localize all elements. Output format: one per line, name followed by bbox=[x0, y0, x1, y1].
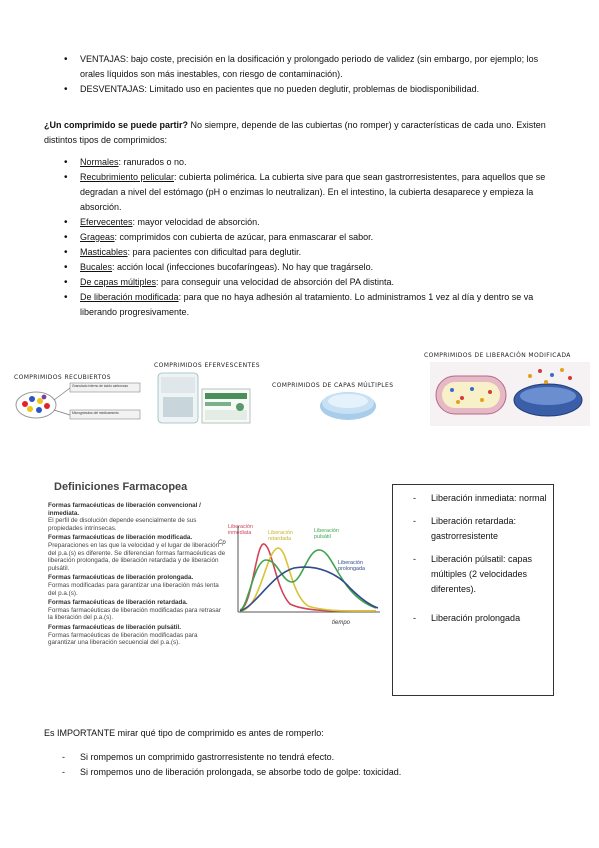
figure-label-top: Granulado interno de ácido carbonoso bbox=[72, 384, 129, 388]
type-item-normales bbox=[60, 155, 550, 170]
ventajas-text: bajo coste, precisión en la dosificación y prolongado periodo de validez (sin embargo, por ejemplo; los orales líquidos son más inestables, con riesgo de contaminación). bbox=[80, 54, 539, 79]
type-term: Bucales bbox=[80, 262, 113, 272]
type-item-grageas bbox=[60, 230, 550, 245]
curve-pulsatil bbox=[240, 550, 376, 610]
release-type-item: - Liberación púlsatil: capas múltiples (2 velocidades diferentes). bbox=[411, 552, 547, 597]
definition-block bbox=[48, 502, 226, 532]
figure-capas-multiples bbox=[272, 378, 432, 426]
figure-liberacion-modificada bbox=[424, 348, 589, 428]
type-text: : ranurados o no. bbox=[118, 157, 187, 167]
definition-block bbox=[48, 574, 226, 597]
definition-block bbox=[48, 624, 226, 647]
list-item-desventajas bbox=[60, 82, 550, 97]
pharmacopeia-figure bbox=[46, 480, 386, 695]
type-text: : acción local (infecciones bucofaríngeas). No hay que tragárselo. bbox=[112, 262, 374, 272]
figure-efervescentes bbox=[154, 358, 266, 426]
release-types-box bbox=[392, 484, 554, 696]
type-term: Grageas bbox=[80, 232, 115, 242]
pharmacopeia-definitions bbox=[48, 502, 226, 647]
definition-body: Preparaciones en las que la velocidad y el lugar de liberación del p.a.(s) es diferente. Se diferencian formas farmacéuticas de liberación prolongada, de liberación retardada y de liberación pulsátil. bbox=[48, 541, 226, 572]
curve-retardada bbox=[240, 548, 376, 611]
definition-head: Formas farmacéuticas de liberación convencional / inmediata. bbox=[48, 502, 201, 517]
curve-prolongada bbox=[240, 567, 378, 611]
definition-body: Formas modificadas para garantizar una liberación más lenta del p.a.(s). bbox=[48, 581, 219, 597]
question-text: No siempre, depende de las cubiertas (no romper) y características de cada uno. Existen distintos tipos de comprimidos: bbox=[44, 120, 546, 145]
type-text: : mayor velocidad de absorción. bbox=[132, 217, 260, 227]
definition-body: El perfil de disolución depende esencialmente de sus propiedades intrínsecas. bbox=[48, 517, 197, 532]
type-item-masticables bbox=[60, 245, 550, 260]
definition-block bbox=[48, 534, 226, 572]
definition-head: Formas farmacéuticas de liberación prolongada. bbox=[48, 574, 194, 582]
important-item: - Si rompemos un comprimido gastrorresistente no tendrá efecto. bbox=[60, 750, 550, 765]
pharmacopeia-title: Definiciones Farmacopea bbox=[54, 481, 188, 493]
type-item-liberacion bbox=[60, 290, 550, 320]
type-item-efervecentes bbox=[60, 215, 550, 230]
definition-head: Formas farmacéuticas de liberación modificada. bbox=[48, 534, 193, 542]
figure-caption: COMPRIMIDOS RECUBIERTOS bbox=[14, 374, 111, 381]
important-list bbox=[60, 750, 550, 780]
type-term: Normales bbox=[80, 157, 119, 167]
figure-caption: COMPRIMIDOS DE CAPAS MÚLTIPLES bbox=[272, 382, 394, 389]
figure-caption: COMPRIMIDOS DE LIBERACIÓN MODIFICADA bbox=[424, 352, 571, 359]
type-term: De liberación modificada bbox=[80, 292, 179, 302]
graph-xlabel: tiempo bbox=[332, 620, 351, 626]
type-item-recubrimiento bbox=[60, 170, 550, 215]
definition-body: Formas farmacéuticas de liberación modificadas para retrasar la liberación del p.a.(s). bbox=[48, 606, 221, 622]
important-item: - Si rompemos uno de liberación prolongada, se absorbe todo de golpe: toxicidad. bbox=[60, 765, 550, 780]
multilayer-tablet-illustration bbox=[310, 388, 390, 424]
release-type-item: - Liberación inmediata: normal bbox=[411, 491, 547, 506]
type-text: : cubierta polimérica. La cubierta sive para que sean gastrorresistentes, para aquellos que se degradan a nivel del estómago (pH o enzimas lo neutralizan). En el intestino, la cubierta desaparece y empieza la absorción. bbox=[80, 172, 546, 212]
definition-head: Formas farmacéuticas de liberación pulsátil. bbox=[48, 623, 181, 631]
type-text: : para que no haya adhesión al tratamiento. Lo administramos 1 vez al día y dentro se va liberando progresivamente. bbox=[80, 292, 534, 317]
type-item-bucales bbox=[60, 260, 550, 275]
figure-caption: COMPRIMIDOS EFERVESCENTES bbox=[154, 362, 260, 369]
curve-inmediata bbox=[240, 544, 376, 611]
important-section bbox=[60, 750, 550, 780]
curve-label-pulsatil: Liberación pulsátil bbox=[314, 528, 339, 541]
release-type-item: - Liberación prolongada bbox=[411, 611, 547, 626]
definition-body: Formas farmacéuticas de liberación modificadas para garantizar una liberación secuencial del p.a.(s). bbox=[48, 631, 198, 647]
modified-release-illustration bbox=[430, 362, 590, 426]
type-text: : para conseguir una velocidad de absorción del PA distinta. bbox=[156, 277, 395, 287]
release-types-list bbox=[411, 491, 547, 634]
type-text: : para pacientes con dificultad para deglutir. bbox=[127, 247, 302, 257]
curve-label-prolongada: Liberación prolongada bbox=[338, 560, 365, 573]
effervescent-package-illustration bbox=[154, 367, 254, 425]
type-term: De capas múltiples bbox=[80, 277, 157, 287]
figure-label-bottom: Microgránulos del medicamento bbox=[72, 411, 119, 415]
desventajas-text: Limitado uso en pacientes que no pueden deglutir, problemas de biodisponibilidad. bbox=[146, 84, 480, 94]
type-term: Masticables bbox=[80, 247, 128, 257]
definition-head: Formas farmacéuticas de liberación retardada. bbox=[48, 599, 188, 607]
pros-cons-section bbox=[60, 52, 550, 97]
pros-cons-list bbox=[60, 52, 550, 97]
type-text: : comprimidos con cubierta de azúcar, para enmascarar el sabor. bbox=[114, 232, 374, 242]
graph-ylabel: Cp bbox=[218, 540, 226, 546]
types-section bbox=[60, 155, 550, 320]
desventajas-label: DESVENTAJAS: bbox=[80, 84, 147, 94]
figure-recubiertos bbox=[14, 370, 142, 422]
question-bold: ¿Un comprimido se puede partir? bbox=[44, 120, 189, 130]
important-intro: Es IMPORTANTE mirar qué tipo de comprimido es antes de romperlo: bbox=[44, 728, 324, 738]
curve-label-retardada: Liberación retardada bbox=[268, 530, 293, 543]
release-type-item: - Liberación retardada: gastrorresistente bbox=[411, 514, 547, 544]
type-item-capas bbox=[60, 275, 550, 290]
types-list bbox=[60, 155, 550, 320]
ventajas-label: VENTAJAS: bbox=[80, 54, 129, 64]
list-item-ventajas bbox=[60, 52, 550, 82]
type-term: Recubrimiento pelicular bbox=[80, 172, 175, 182]
definition-block bbox=[48, 599, 226, 622]
question-paragraph bbox=[44, 118, 554, 148]
curve-label-inmediata: Liberación inmediata bbox=[228, 524, 253, 537]
type-term: Efervecentes bbox=[80, 217, 133, 227]
